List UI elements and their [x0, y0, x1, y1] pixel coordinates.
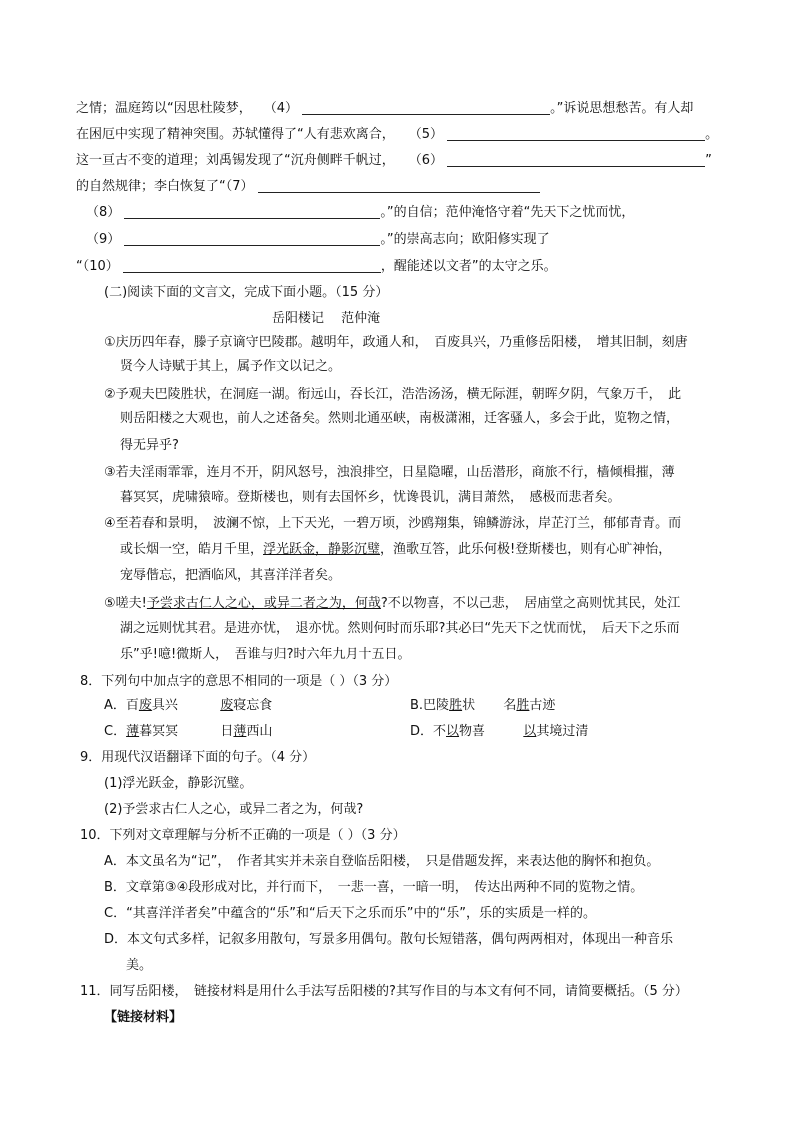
passage-paragraph-5-cont: 乐”乎!噫!微斯人， 吾谁与归?时六年九月十五日。 — [120, 647, 411, 662]
blank-number: （6） — [408, 153, 444, 168]
option-text: 物喜 — [459, 724, 486, 739]
question-10-stem: 10．下列对文章理解与分析不正确的一项是（ ）（3 分） — [80, 828, 406, 843]
passage-title: 岳阳楼记 范仲淹 — [272, 311, 381, 326]
answer-blank-6[interactable] — [447, 152, 705, 167]
marked-char: 胜 — [516, 698, 530, 713]
blank-number: （9） — [86, 232, 121, 247]
marked-char: 废 — [138, 698, 152, 713]
answer-blank-8[interactable] — [124, 204, 380, 219]
passage-paragraph-1-cont: 贤今人诗赋于其上，属予作文以记之。 — [120, 359, 342, 374]
underlined-phrase: 予尝求古仁人之心，或异二者之为，何哉 — [146, 596, 381, 611]
q10-option-d[interactable]: D．本文句式多样，记叙多用散句，写景多用偶句。散句长短错落，偶句两两相对，体现出一种音乐 — [104, 932, 674, 947]
fill-line-7 — [76, 258, 557, 276]
q10-option-c[interactable]: C．“其喜洋洋者矣”中蕴含的“乐”和“后天下之乐而乐”中的“乐”，乐的实质是一样的。 — [104, 906, 596, 921]
passage-paragraph-4-cont — [120, 541, 671, 559]
q9-sentence-2: (2)予尝求古仁人之心，或异二者之为，何哉? — [104, 802, 364, 817]
marked-char: 薄 — [126, 724, 140, 739]
q8-option-c[interactable] — [104, 723, 272, 741]
fill-text: 之情；温庭筠以“因思杜陵梦， — [76, 101, 252, 116]
blank-number: （5） — [408, 127, 444, 142]
q10-option-d-cont: 美。 — [126, 958, 153, 973]
question-9-stem: 9．用现代汉语翻译下面的句子。（4 分） — [80, 750, 316, 765]
fill-text: 。”的崇高志向；欧阳修实现了 — [380, 232, 550, 247]
option-text: 具兴 — [151, 698, 178, 713]
question-11-stem: 11．同写岳阳楼， 链接材料是用什么手法写岳阳楼的?其写作目的与本文有何不同，请简要概括。（5 分） — [80, 984, 688, 999]
option-text: D．不 — [410, 724, 447, 739]
passage-paragraph-5-cont: 湖之远则忧其君。是进亦忧， 退亦忧。然则何时而乐耶?其必曰“先天下之忧而忧， 后天下之乐而 — [120, 621, 680, 636]
option-text: 日 — [220, 724, 234, 739]
fill-line-6 — [86, 231, 550, 249]
marked-char: 以 — [446, 724, 460, 739]
passage-paragraph-5 — [104, 595, 680, 613]
passage-paragraph-1: ①庆历四年春，滕子京谪守巴陵郡。越明年，政通人和， 百废具兴，乃重修岳阳楼， 增其旧制，刻唐 — [104, 335, 688, 350]
blank-number: “（10） — [76, 259, 119, 274]
option-text: 古迹 — [529, 698, 556, 713]
fill-text: 这一亘古不变的道理；刘禹锡发现了“沉舟侧畔千帆过， — [76, 153, 395, 168]
passage-paragraph-2-cont: 则岳阳楼之大观也，前人之述备矣。然则北通巫峡，南极潇湘，迁客骚人，多会于此，览物之情， — [120, 411, 680, 426]
option-text: C． — [104, 724, 127, 739]
q10-option-a[interactable]: A．本文虽名为“记”， 作者其实并未亲自登临岳阳楼， 只是借题发挥，来表达他的胸怀和抱负。 — [104, 854, 660, 869]
fill-line-2 — [76, 126, 718, 144]
fill-line-4 — [76, 178, 540, 196]
answer-blank-5[interactable] — [447, 126, 705, 141]
marked-char: 以 — [523, 724, 537, 739]
marked-char: 废 — [220, 698, 234, 713]
answer-blank-9[interactable] — [124, 231, 380, 246]
fill-text: 。”诉说思想愁苦。有人却 — [550, 101, 694, 116]
fill-line-3 — [76, 152, 712, 170]
answer-blank-7[interactable] — [258, 178, 540, 193]
passage-paragraph-4-cont: 宠辱偕忘，把酒临风，其喜洋洋者矣。 — [120, 568, 342, 583]
option-text: B.巴陵 — [410, 698, 450, 713]
section-heading: (二)阅读下面的文言文，完成下面小题。（15 分） — [104, 285, 389, 300]
passage-paragraph-3: ③若夫淫雨霏霏，连月不开，阴风怒号，浊浪排空，日星隐曜，山岳潜形，商旅不行，樯倾楫摧，薄 — [104, 465, 675, 480]
option-text: A．百 — [104, 698, 139, 713]
option-text: 寝忘食 — [233, 698, 273, 713]
option-text: 西山 — [246, 724, 273, 739]
passage-text: 或长烟一空，皓月千里， — [120, 542, 264, 557]
fill-text: ” — [705, 153, 712, 168]
fill-text: 在困厄中实现了精神突围。苏轼懂得了“人有悲欢离合， — [76, 127, 395, 142]
question-8-stem: 8．下列句中加点字的意思不相同的一项是（ ）（3 分） — [80, 674, 398, 689]
passage-paragraph-2-cont: 得无异乎? — [120, 438, 179, 453]
fill-line-1 — [76, 100, 693, 118]
answer-blank-10[interactable] — [123, 258, 381, 273]
fill-text: ，醒能述以文者”的太守之乐。 — [380, 259, 557, 274]
blank-number: （8） — [86, 205, 121, 220]
passage-text: ，渔歌互答，此乐何极!登斯楼也，则有心旷神怡， — [380, 542, 672, 557]
q9-sentence-1: (1)浮光跃金，静影沉璧。 — [104, 776, 253, 791]
option-text: 名 — [503, 698, 517, 713]
q8-option-a[interactable] — [104, 697, 272, 715]
passage-paragraph-3-cont: 暮冥冥，虎啸猿啼。登斯楼也，则有去国怀乡，忧谗畏讥，满目萧然， 感极而悲者矣。 — [120, 490, 621, 505]
passage-paragraph-2: ②予观夫巴陵胜状，在洞庭一湖。衔远山，吞长江，浩浩汤汤，横无际涯，朝晖夕阴，气象万千， 此 — [104, 387, 682, 402]
q10-option-b[interactable]: B．文章第③④段形成对比，并行而下， 一悲一喜，一暗一明， 传达出两种不同的览物之情。 — [104, 880, 644, 895]
q8-option-b[interactable] — [410, 697, 555, 715]
linked-material-label: 【链接材料】 — [104, 1010, 183, 1025]
passage-text: ?不以物喜，不以己悲， 居庙堂之高则忧其民，处江 — [380, 596, 681, 611]
blank-number: （4） — [263, 101, 299, 116]
fill-text: 。”的自信；范仲淹恪守着“先天下之忧而忧， — [380, 205, 635, 220]
passage-paragraph-4: ④至若春和景明， 波澜不惊，上下天光，一碧万顷，沙鸥翔集，锦鳞游泳，岸芷汀兰，郁郁青青。而 — [104, 516, 682, 531]
fill-text: 的自然规律；李白恢复了“（7） — [76, 179, 254, 194]
q8-option-d[interactable] — [410, 723, 588, 741]
passage-text: ⑤嗟夫! — [104, 596, 147, 611]
marked-char: 薄 — [233, 724, 247, 739]
fill-text: 。 — [705, 127, 719, 142]
marked-char: 胜 — [449, 698, 463, 713]
option-text: 暮冥冥 — [139, 724, 179, 739]
option-text: 其境过清 — [536, 724, 589, 739]
answer-blank-4[interactable] — [302, 100, 550, 115]
underlined-phrase: 浮光跃金，静影沉璧 — [263, 542, 381, 557]
fill-line-5 — [86, 204, 634, 222]
option-text: 状 — [462, 698, 476, 713]
